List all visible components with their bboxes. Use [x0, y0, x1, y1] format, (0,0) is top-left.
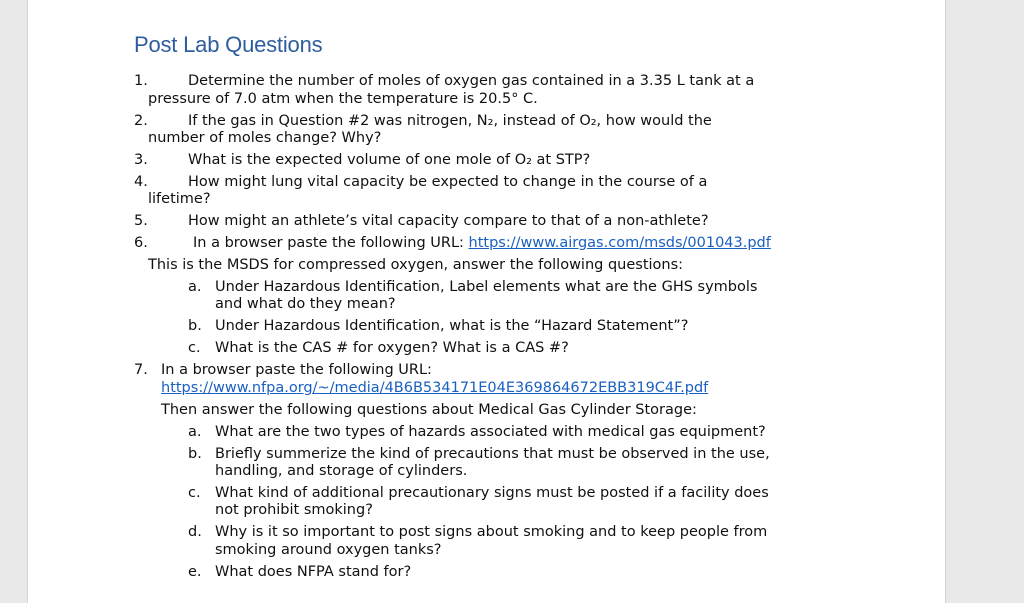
sub-question-text: What kind of additional precautionary signs must be posted if a facility does [215, 485, 769, 501]
msds-url-link[interactable]: https://www.airgas.com/msds/001043.pdf [468, 235, 771, 251]
question-text: Determine the number of moles of oxygen gas contained in a 3.35 L tank at a [188, 73, 755, 89]
sub-question-text: What are the two types of hazards associated with medical gas equipment? [215, 424, 766, 440]
question-text: What is the expected volume of one mole of O₂ at STP? [188, 152, 591, 168]
sub-question-text: Briefly summerize the kind of precautions that must be observed in the use, [215, 446, 770, 462]
question-text: In a browser paste the following URL: [161, 362, 432, 378]
question-number: 7. [134, 362, 148, 378]
question-text: How might an athlete’s vital capacity compare to that of a non-athlete? [188, 213, 709, 229]
sub-question-text-continued: not prohibit smoking? [215, 502, 373, 518]
sub-question-text: What does NFPA stand for? [215, 564, 412, 580]
question-text-continued: Then answer the following questions about Medical Gas Cylinder Storage: [161, 402, 697, 418]
question-text-continued: number of moles change? Why? [148, 130, 382, 146]
question-text-continued: This is the MSDS for compressed oxygen, answer the following questions: [148, 257, 684, 273]
sub-question-text-continued: handling, and storage of cylinders. [215, 463, 468, 479]
question-text-continued: pressure of 7.0 atm when the temperature is 20.5° C. [148, 91, 538, 107]
page-title: Post Lab Questions [134, 32, 323, 57]
question-number: 5. [134, 213, 148, 229]
sub-question-text: Why is it so important to post signs about smoking and to keep people from [215, 524, 768, 540]
sub-question-letter: d. [188, 524, 202, 540]
question-number: 4. [134, 174, 148, 190]
question-text-continued: lifetime? [148, 191, 211, 207]
sub-question-text: Under Hazardous Identification, Label elements what are the GHS symbols [215, 279, 758, 295]
question-text: In a browser paste the following URL: [193, 235, 469, 251]
question-text: If the gas in Question #2 was nitrogen, N₂, instead of O₂, how would the [188, 113, 712, 129]
question-number: 2. [134, 113, 148, 129]
question-number: 6. [134, 235, 148, 251]
sub-question-letter: e. [188, 564, 202, 580]
question-6-line [193, 235, 771, 252]
sub-question-letter: c. [188, 485, 201, 501]
sub-question-text-continued: smoking around oxygen tanks? [215, 542, 442, 558]
sub-question-letter: c. [188, 340, 201, 356]
question-number: 1. [134, 73, 148, 89]
sub-question-letter: b. [188, 446, 202, 462]
question-text: How might lung vital capacity be expected to change in the course of a [188, 174, 708, 190]
sub-question-text: Under Hazardous Identification, what is the “Hazard Statement”? [215, 318, 689, 334]
sub-question-letter: a. [188, 279, 202, 295]
question-number: 3. [134, 152, 148, 168]
sub-question-text-continued: and what do they mean? [215, 296, 396, 312]
nfpa-url-link[interactable]: https://www.nfpa.org/~/media/4B6B534171E04E369864672EBB319C4F.pdf [161, 380, 709, 396]
sub-question-text: What is the CAS # for oxygen? What is a CAS #? [215, 340, 569, 356]
sub-question-letter: a. [188, 424, 202, 440]
sub-question-letter: b. [188, 318, 202, 334]
